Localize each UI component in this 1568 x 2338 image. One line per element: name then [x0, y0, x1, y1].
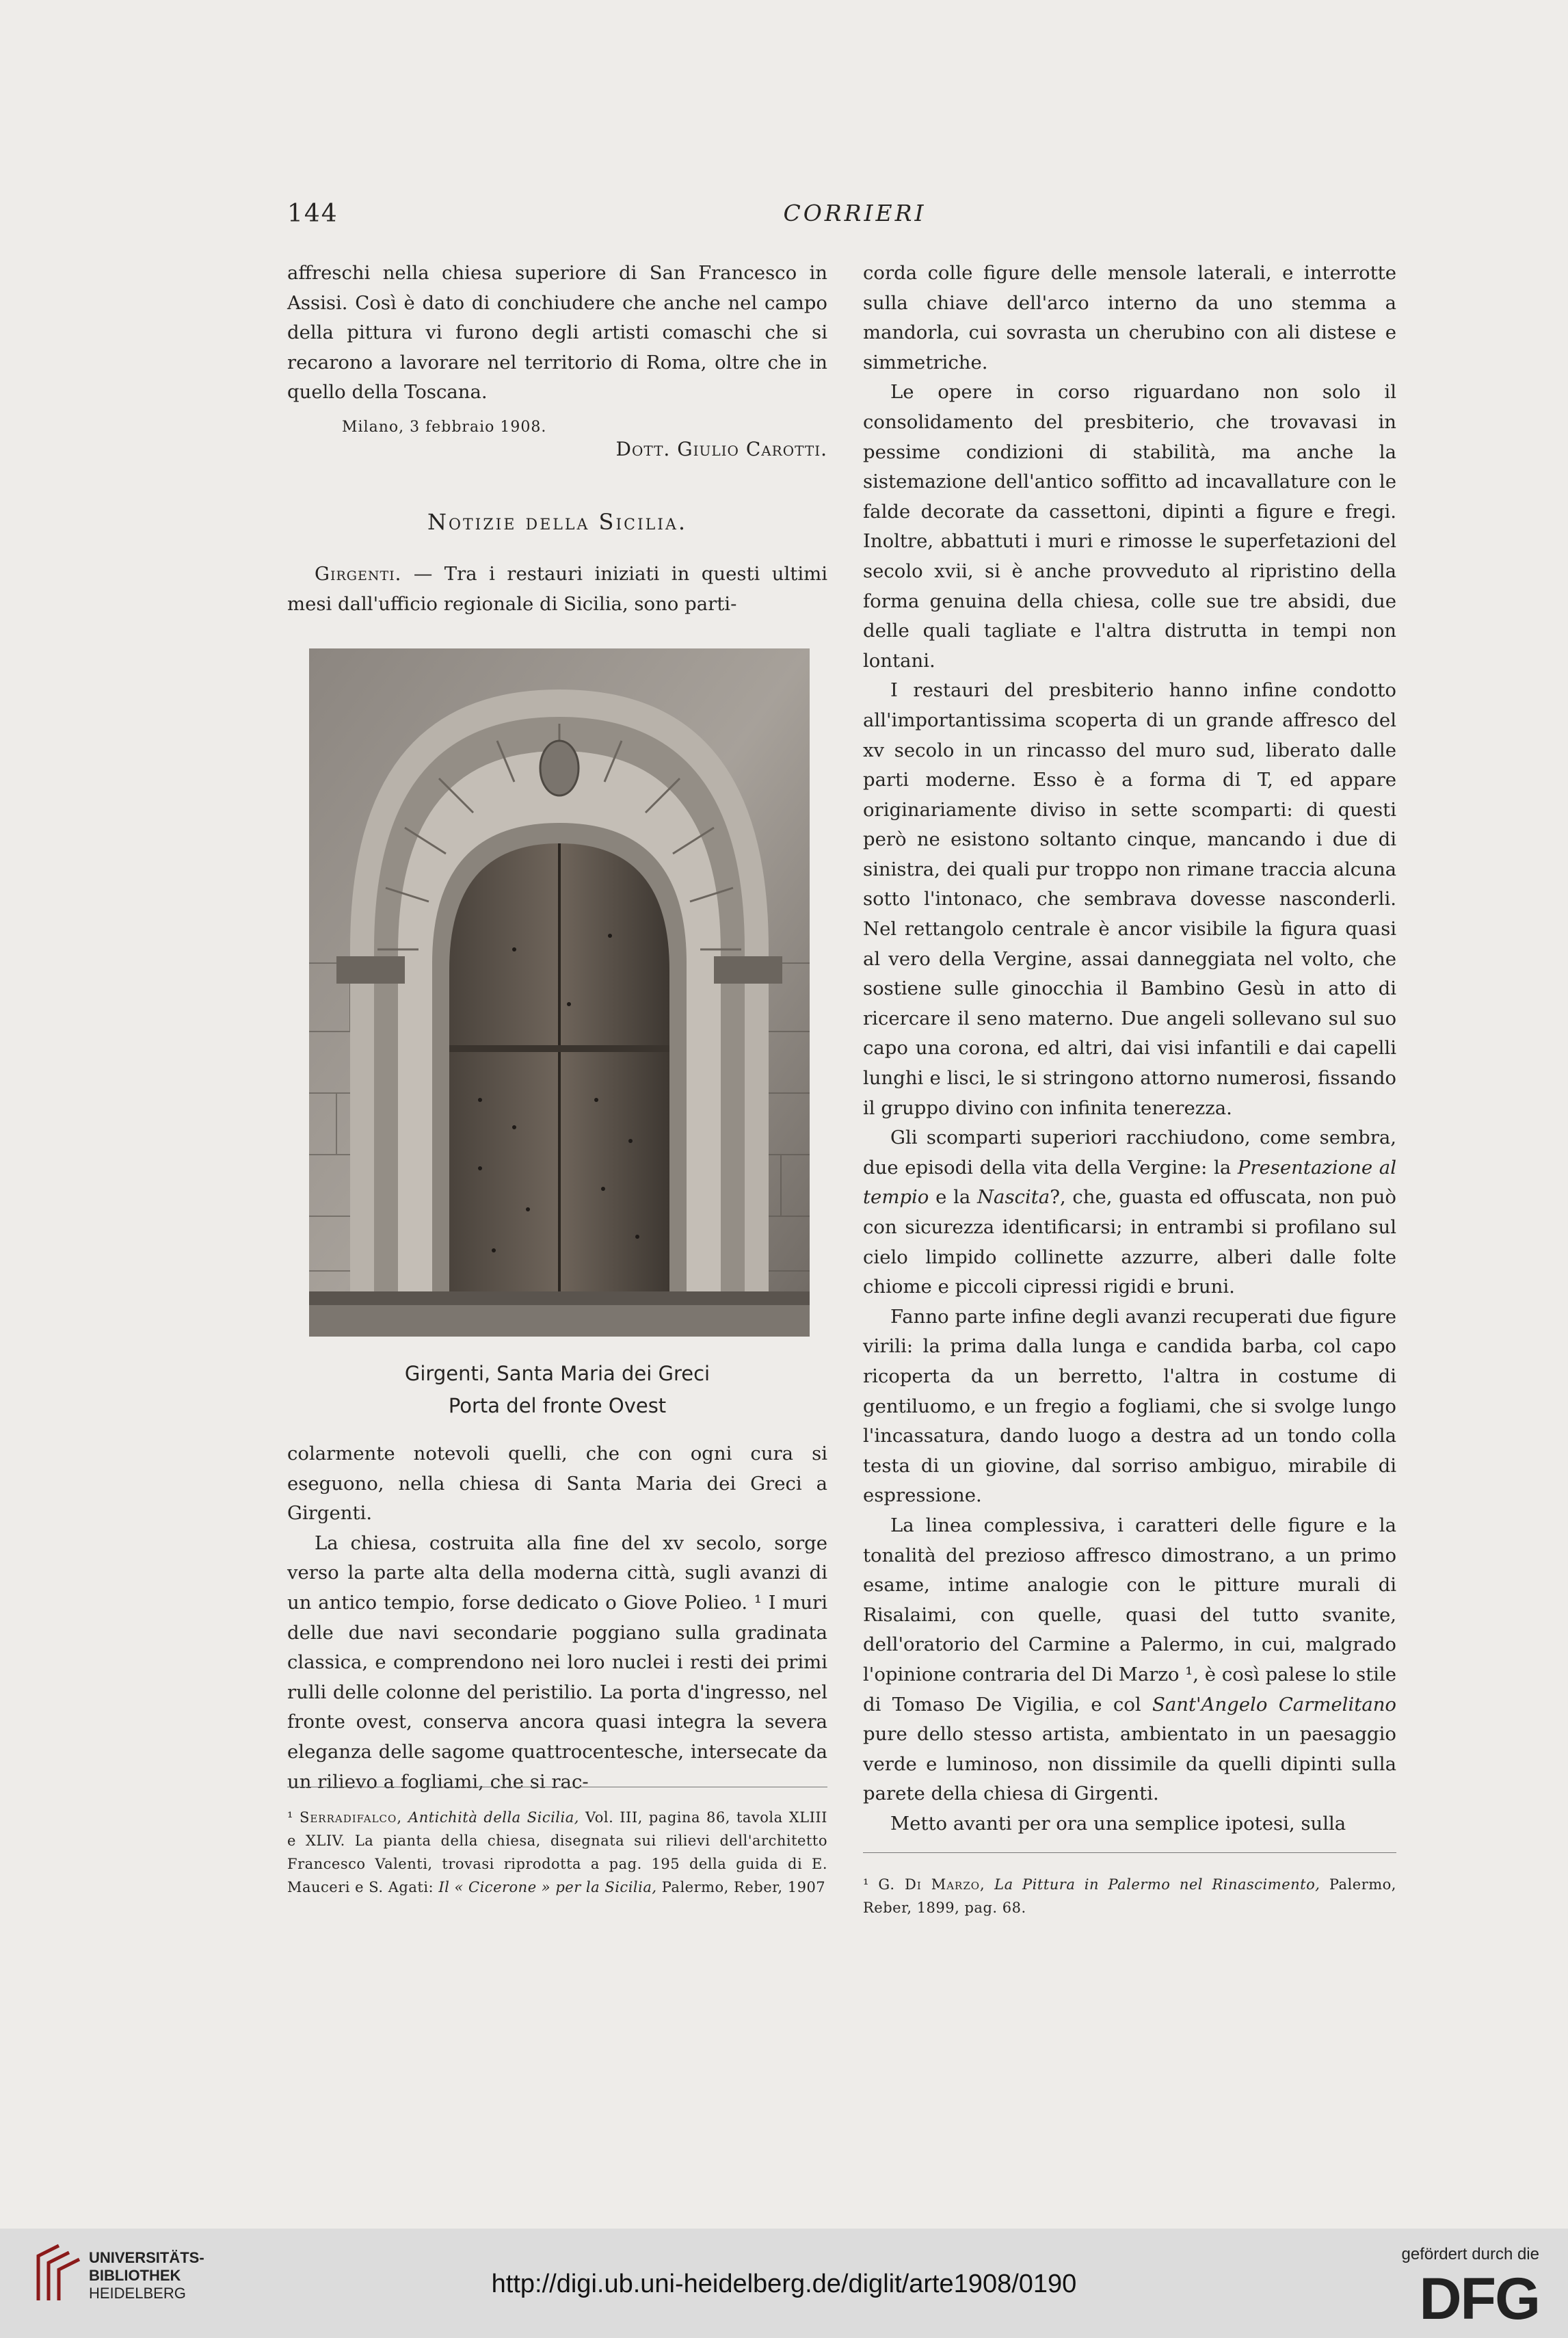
- author-signature: Dott. Giulio Carotti.: [615, 438, 827, 460]
- place-label: Girgenti.: [315, 563, 402, 585]
- portal-illustration: [309, 648, 810, 1337]
- p4-italic-2: Nascita: [976, 1186, 1050, 1209]
- photo-caption: [287, 1358, 827, 1422]
- page-number: 144: [287, 200, 338, 228]
- right-column-body: [863, 259, 1396, 1839]
- left-column-intro: [287, 259, 827, 408]
- caption-line-1: Girgenti, Santa Maria dei Greci: [404, 1362, 710, 1385]
- right-paragraph-5: Fanno parte infine degli avanzi recuperati due figure virili: la prima dalla lunga e candida barba, col capo ricoperta da un berretto, l'altra in costume di gentiluomo, e un fregio a fogliami, che si svolge lungo l'incassatura, dando luogo a destra ad un tondo colla testa di un giovine, dal sorriso ambiguo, mirabile di espressione.: [863, 1305, 1396, 1507]
- footnote-text: Vol. III, pagina 86, tavola XLIII e XLIV. La pianta della chiesa, disegnata sui rilievi dell'architetto Francesco Valenti, trovasi riprodotta a pag. 195 della guida di E. Mauceri e S. Agati:: [287, 1809, 827, 1895]
- left-paragraph-2: La chiesa, costruita alla fine del xv secolo, sorge verso la parte alta della moderna città, sugli avanzi di un antico tempio, forse dedicato o Giove Polieo. ¹ I muri delle due navi secondarie poggiano sulla gradinata classica, e comprendono nei loro nuclei i resti dei primi rulli delle colonne del peristilio. La porta d'ingresso, nel fronte ovest, conserva ancora quasi integra la severa eleganza delle sagome quattrocentesche, intersecate da un rilievo a fogliami, che si rac-: [287, 1532, 827, 1793]
- left-paragraph-1: colarmente notevoli quelli, che con ogni cura si eseguono, nella chiesa di Santa Maria dei Greci a Girgenti.: [287, 1443, 827, 1525]
- p4-text-a: Gli scomparti superiori racchiudono, come sembra, due episodi della vita della Vergine: la: [863, 1127, 1396, 1179]
- page-header: [287, 200, 1422, 234]
- footnote-author: Serradifalco,: [299, 1809, 403, 1826]
- left-column-body: [287, 1439, 827, 1797]
- funded-by-label: gefördert durch die: [1401, 2245, 1539, 2263]
- right-paragraph-7: Metto avanti per ora una semplice ipotesi, sulla: [890, 1812, 1346, 1835]
- p4-text-c: ?, che, guasta ed offuscata, non può con sicurezza identificarsi; in entrambi si profilano sul cielo limpido collinette azzurre, alberi dalle folte chiome e piccoli cipressi rigidi e bruni.: [863, 1186, 1396, 1298]
- girgenti-paragraph: [287, 560, 827, 619]
- uni-line-1: UNIVERSITÄTS-: [89, 2249, 204, 2266]
- uni-line-3: HEIDELBERG: [89, 2285, 186, 2302]
- right-paragraph-6: [863, 1511, 1396, 1809]
- footnote-marker: ¹: [863, 1876, 869, 1893]
- footnote-end: Palermo, Reber, 1899, pag. 68.: [863, 1876, 1396, 1916]
- girgenti-intro: [287, 560, 827, 619]
- intro-paragraph: affreschi nella chiesa superiore di San Francesco in Assisi. Così è dato di conchiudere che anche nel campo della pittura vi furono degli artisti comaschi che si recarono a lavorare nel territorio di Roma, oltre che in quello della Toscana.: [287, 262, 827, 404]
- source-url-link[interactable]: http://digi.ub.uni-heidelberg.de/diglit/arte1908/0190: [491, 2270, 1077, 2298]
- caption-line-2: Porta del fronte Ovest: [448, 1394, 667, 1417]
- footnote-title-2: Il « Cicerone » per la Sicilia,: [438, 1879, 657, 1895]
- footnote-author: G. Di Marzo,: [878, 1876, 985, 1893]
- right-paragraph-2: Le opere in corso riguardano non solo il consolidamento del presbiterio, che trovavasi in pessime condizioni di stabilità, ma anche la sistemazione dell'antico soffitto ad incavallature con le falde decorate da cassettoni, dipinti a figure e fregi. Inoltre, abbattuti i muri e rimosse le superfetazioni del secolo xvii, si è anche provveduto al ripristino della forma genuina della chiesa, colle sue tre absidi, due delle quali tagliate e l'altra distrutta in tempi non lontani.: [863, 381, 1396, 672]
- p4-text-b: e la: [935, 1186, 971, 1209]
- p6-italic: Sant'Angelo Carmelitano: [1152, 1693, 1396, 1716]
- right-paragraph-3: I restauri del presbiterio hanno infine condotto all'importantissima scoperta di un grande affresco del xv secolo in un rincasso del muro sud, liberato dalle parti moderne. Esso è a forma di T, ed appare originariamente diviso in sette scomparti: di questi però ne esistono soltanto cinque, mancando i due di sinistra, dei quali pur troppo non rimane traccia alcuna sotto l'intonaco, che sembrava dovesse nasconderli. Nel rettangolo centrale è ancor visibile la figura quasi al vero della Vergine, assai danneggiata nel volto, che sostiene sulle ginocchia il Bambino Gesù in atto di ricercare il seno materno. Due angeli sollevano sul suo capo una corona, ed altri, dai visi infantili e dai capelli lunghi e lisci, le si stringono attorno numerosi, fissando il gruppo divino con infinita tenerezza.: [863, 679, 1396, 1119]
- section-title: Notizie della Sicilia.: [427, 509, 688, 535]
- footnote-marker: ¹: [287, 1809, 293, 1826]
- footnote-end: Palermo, Reber, 1907: [661, 1879, 826, 1895]
- footnote-title: La Pittura in Palermo nel Rinascimento,: [994, 1876, 1320, 1893]
- p6-text-a: La linea complessiva, i caratteri delle figure e la tonalità del prezioso affresco dimostrano, a un primo esame, intime analogie con le pitture murali di Risalaimi, con quelle, quasi del tutto svanite, dell'oratorio del Carmine a Palermo, in cui, malgrado l'opinione contraria del Di Marzo ¹, è così palese lo stile di Tomaso De Vigilia, e col: [863, 1514, 1396, 1716]
- dateline: Milano, 3 febbraio 1908.: [342, 419, 547, 436]
- p4-italic-1: Presentazione al tempio: [863, 1156, 1396, 1209]
- girgenti-text: — Tra i restauri iniziati in questi ultimi mesi dall'ufficio regionale di Sicilia, sono parti-: [287, 563, 827, 615]
- right-paragraph-1: corda colle figure delle mensole laterali, e interrotte sulla chiave dell'arco interno da uno stemma a mandorla, cui sovrasta un cherubino con ali distese e simmetriche.: [863, 262, 1396, 373]
- church-portal-photo: [309, 648, 810, 1337]
- footnote-left: [287, 1806, 827, 1899]
- right-paragraph-4: [863, 1123, 1396, 1302]
- footnote-title: Antichità della Sicilia,: [408, 1809, 579, 1826]
- running-head: CORRIERI: [783, 200, 927, 226]
- footnote-right: [863, 1873, 1396, 1919]
- footnote-rule-right: [863, 1852, 1396, 1853]
- uni-line-2: BIBLIOTHEK: [89, 2267, 181, 2284]
- p6-text-b: pure dello stesso artista, ambientato in un paesaggio verde e luminoso, non dissimile da quelli dipinti sulla parete della chiesa di Girgenti.: [863, 1723, 1396, 1805]
- dfg-logo: DFG: [1419, 2266, 1539, 2332]
